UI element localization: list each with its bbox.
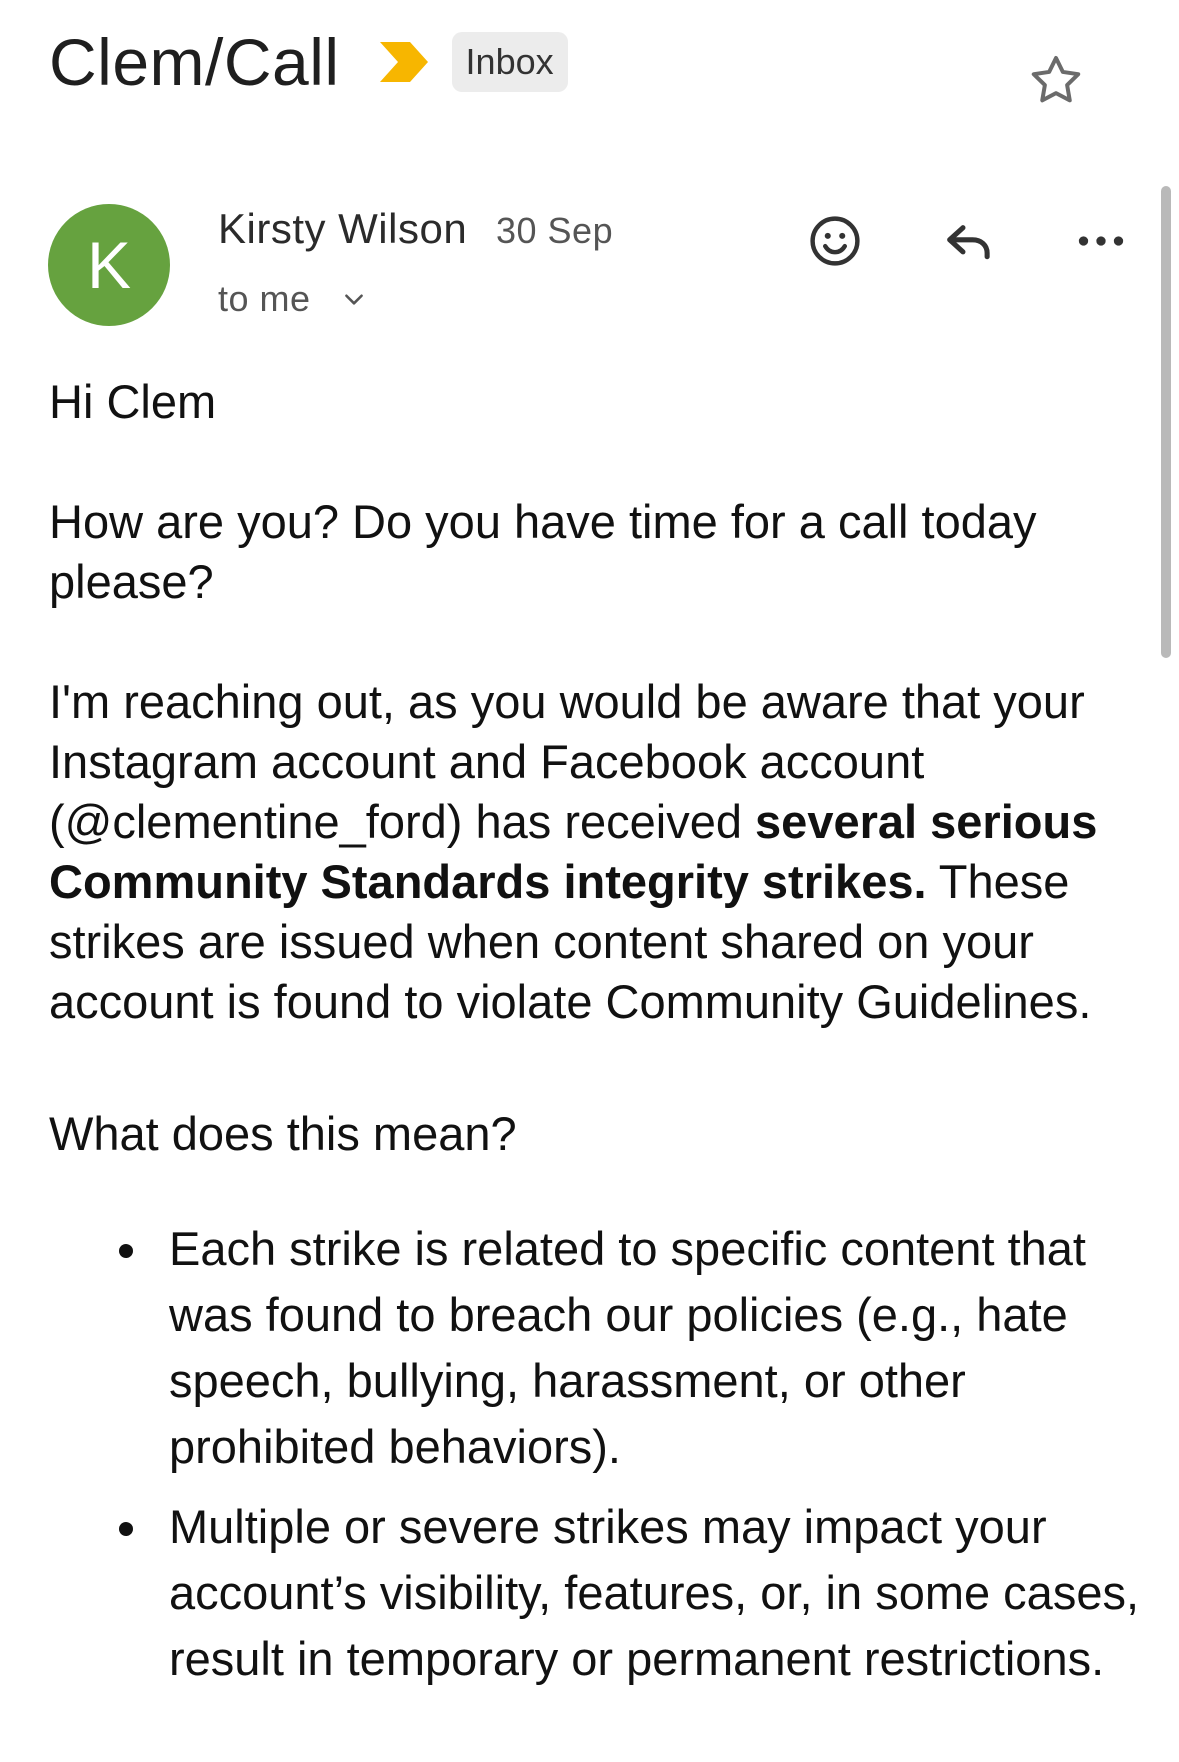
sender-avatar[interactable] [48,204,170,326]
importance-marker-icon[interactable] [378,40,430,84]
recipient-text: to me [218,278,311,319]
email-subject: Clem/Call [49,25,340,99]
email-header [49,20,568,104]
add-reaction-button[interactable] [800,206,870,276]
sent-date: 30 Sep [496,210,614,251]
scrollbar-thumb[interactable] [1161,186,1171,658]
email-question: What does this mean? [49,1107,517,1160]
reply-arrow-icon [940,212,998,270]
sender-name[interactable]: Kirsty Wilson [218,205,468,252]
smiley-icon [807,213,863,269]
more-horizontal-icon [1073,213,1129,269]
paragraph-2-emphasis: several serious Community Standards integrity strikes. [49,795,1098,908]
star-button[interactable] [1021,46,1091,116]
bullet-list [49,1216,1149,1706]
avatar-initial: K [86,228,132,302]
list-item: Each strike is related to specific content that was found to breach our policies (e.g., hate speech, bullying, harassment, or other prohibited behaviors). [49,1216,1149,1480]
email-paragraph-1: How are you? Do you have time for a call today please? [49,495,1037,608]
paragraph-2-start: I'm reaching out, as you would be aware that your Instagram account and Facebook account (@clementine_ford) has received [49,675,1085,848]
paragraph-2-end: These strikes are issued when content shared on your account is found to violate Community Guidelines. [49,855,1092,1028]
recipient-details-toggle[interactable] [218,278,367,320]
more-options-button[interactable] [1066,206,1136,276]
star-outline-icon [1026,51,1086,111]
list-item: Multiple or severe strikes may impact your account’s visibility, features, or, in some cases, result in temporary or permanent restrictions. [49,1494,1149,1692]
chevron-down-icon [341,286,367,312]
email-paragraph-2 [49,672,1149,1032]
inbox-label-chip[interactable]: Inbox [452,32,568,92]
reply-button[interactable] [934,206,1004,276]
email-greeting: Hi Clem [49,375,217,428]
